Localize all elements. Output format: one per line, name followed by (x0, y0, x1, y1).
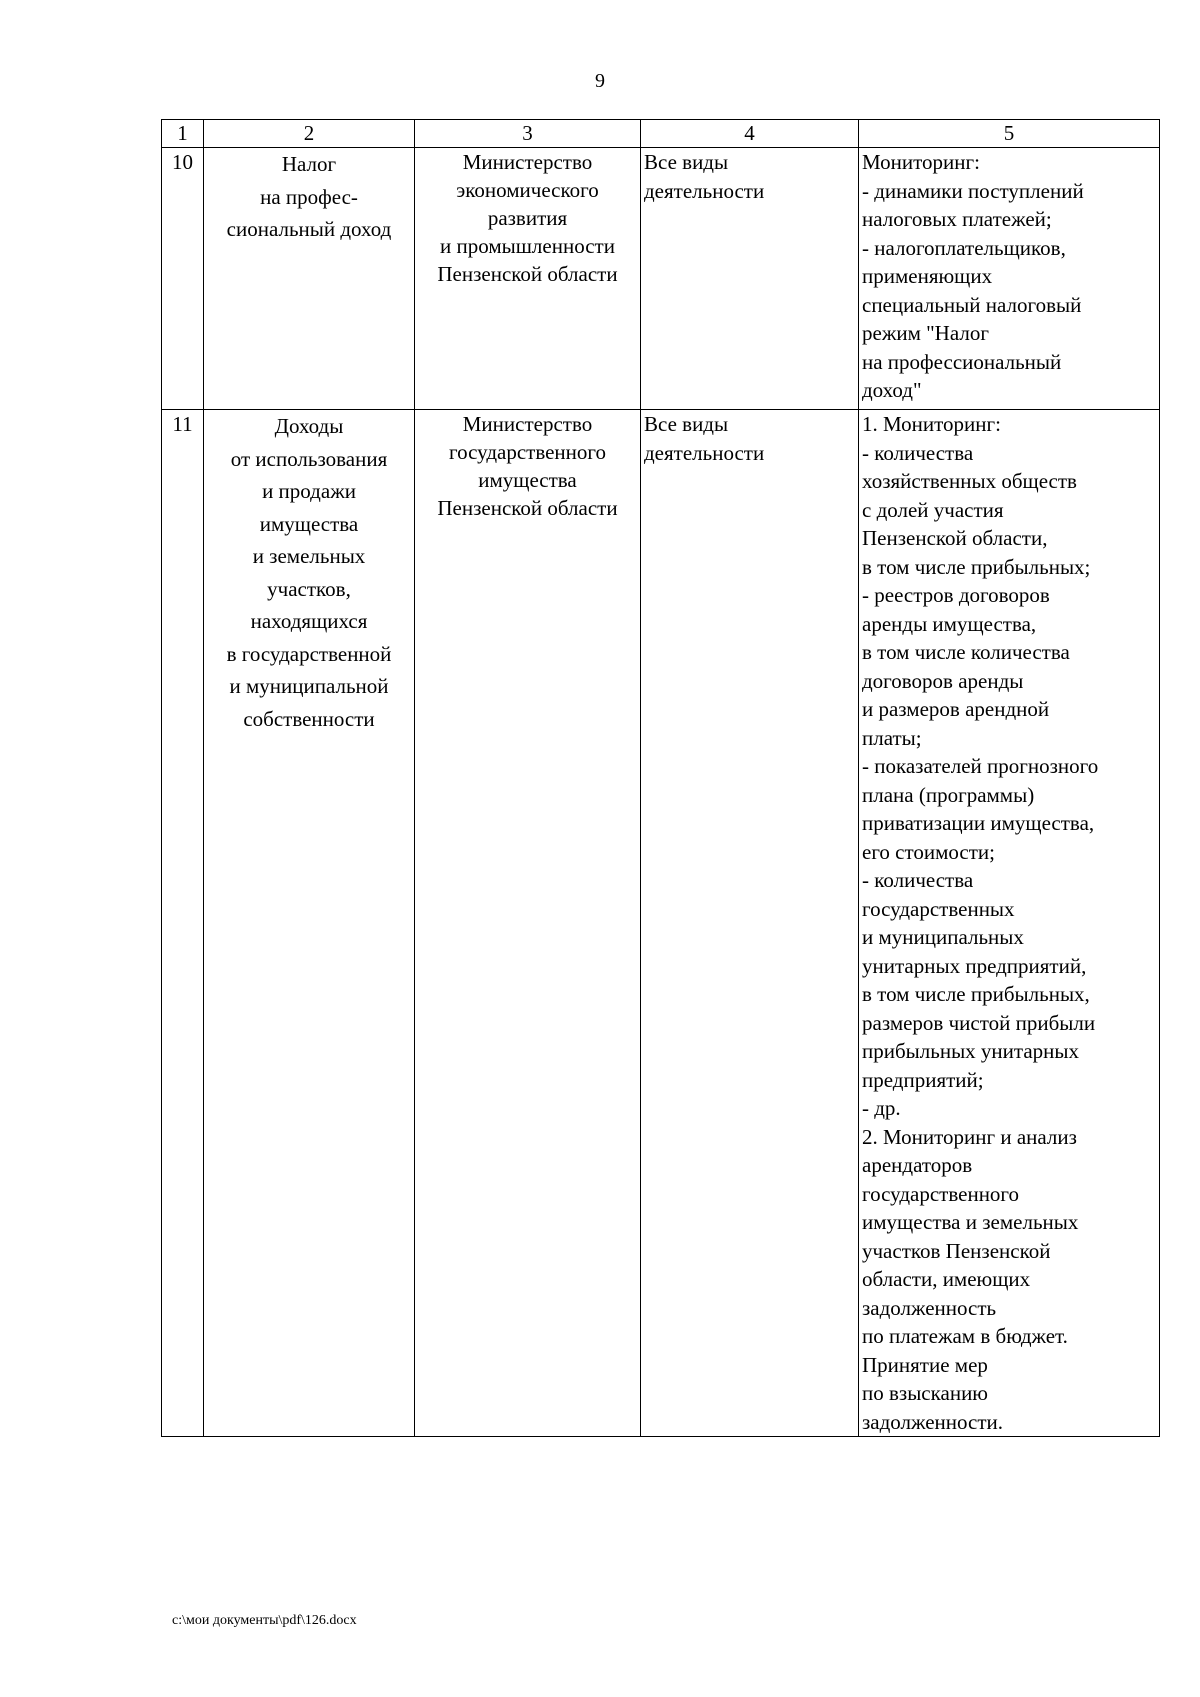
cell-text-line: участков Пензенской (862, 1238, 1051, 1263)
header-cell: 3 (415, 120, 641, 148)
cell-text-line: по платежам в бюджет. (862, 1324, 1068, 1348)
cell-text-line: режим "Налог (862, 321, 989, 345)
cell-text-line: на профес- (260, 184, 358, 209)
cell-text-line: налоговых платежей; (862, 207, 1052, 231)
header-cell: 2 (204, 120, 415, 148)
cell-text-line: имущества (259, 511, 359, 536)
cell-text-line: прибыльных унитарных (862, 1039, 1080, 1063)
cell-text-line: в том числе прибыльных; (862, 554, 1091, 579)
row-number: 11 (162, 410, 204, 1437)
measures-cell (859, 410, 1160, 1437)
table-header-row (162, 120, 1160, 148)
cell-text-line: в том числе прибыльных, (862, 982, 1090, 1006)
cell-text-line: Доходы (274, 414, 344, 438)
ministry-cell (415, 410, 641, 1437)
cell-text-line: Министерство (462, 150, 593, 174)
cell-text-line: его стоимости; (862, 839, 996, 864)
cell-text-line: государственного (448, 440, 607, 464)
cell-text-line: по взысканию (862, 1381, 988, 1405)
cell-text-line: арендаторов (862, 1153, 973, 1177)
cell-text-line: 2. Мониторинг и анализ (862, 1124, 1077, 1149)
cell-text-line: предприятий; (862, 1067, 984, 1092)
cell-text-line: - количества (862, 868, 974, 892)
activity-cell (641, 148, 859, 410)
cell-text-line: экономического (456, 178, 599, 202)
cell-text-line: Налог (281, 152, 337, 176)
cell-text-line: деятельности (644, 440, 765, 465)
table-row (162, 148, 1160, 410)
cell-text-line: унитарных предприятий, (862, 953, 1087, 978)
cell-text-line: - налогоплательщиков, (862, 235, 1066, 260)
cell-text-line: на профессиональный (862, 349, 1062, 374)
row-number: 10 (162, 148, 204, 410)
cell-text-line: договоров аренды (862, 668, 1024, 693)
cell-text-line: 1. Мониторинг: (862, 412, 1001, 436)
cell-text-line: от использования (230, 446, 388, 471)
cell-text-line: специальный налоговый (862, 292, 1082, 317)
cell-text-line: размеров чистой прибыли (862, 1010, 1096, 1035)
header-cell: 5 (859, 120, 1160, 148)
cell-text-line: участков, (267, 576, 351, 601)
ministry-cell (415, 148, 641, 410)
page-number: 9 (595, 70, 605, 92)
cell-text-line: - показателей прогнозного (862, 754, 1099, 778)
cell-text-line: государственного (862, 1181, 1020, 1206)
cell-text-line: - динамики поступлений (862, 178, 1084, 203)
activity-cell (641, 410, 859, 1437)
cell-text-line: и муниципальных (862, 925, 1024, 949)
cell-text-line: с долей участия (862, 497, 1004, 522)
cell-text-line: и земельных (252, 544, 366, 568)
cell-text-line: собственности (243, 706, 375, 731)
cell-text-line: - др. (862, 1096, 901, 1120)
header-cell: 1 (162, 120, 204, 148)
cell-text-line: приватизации имущества, (862, 811, 1095, 835)
file-path-footer: c:\мои документы\pdf\126.docx (172, 1613, 357, 1628)
cell-text-line: и продажи (262, 479, 356, 503)
table-row (162, 410, 1160, 1437)
cell-text-line: сиональный доход (226, 217, 392, 241)
cell-text-line: Все виды (644, 412, 729, 436)
header-cell: 4 (641, 120, 859, 148)
cell-text-line: - количества (862, 440, 974, 465)
cell-text-line: Принятие мер (862, 1352, 988, 1377)
cell-text-line: государственных (862, 896, 1015, 921)
cell-text-line: имущества (478, 468, 577, 492)
cell-text-line: Мониторинг: (862, 150, 980, 174)
document-table (161, 119, 1160, 1437)
cell-text-line: платы; (862, 725, 922, 750)
tax-name-cell (204, 410, 415, 1437)
cell-text-line: Все виды (644, 150, 729, 174)
cell-text-line: Пензенской области (437, 496, 618, 520)
cell-text-line: имущества и земельных (862, 1210, 1079, 1234)
cell-text-line: плана (программы) (862, 782, 1035, 807)
cell-text-line: в государственной (226, 641, 392, 666)
cell-text-line: - реестров договоров (862, 583, 1050, 607)
cell-text-line: находящихся (250, 609, 368, 633)
cell-text-line: Пензенской области, (862, 526, 1048, 550)
cell-text-line: в том числе количества (862, 640, 1070, 664)
measures-cell (859, 148, 1160, 410)
cell-text-line: деятельности (644, 178, 765, 203)
cell-text-line: Министерство (462, 412, 593, 436)
cell-text-line: и промышленности (440, 234, 615, 258)
cell-text-line: задолженности. (862, 1409, 1004, 1434)
cell-text-line: и муниципальной (229, 674, 389, 698)
cell-text-line: развития (487, 206, 568, 230)
cell-text-line: и размеров арендной (862, 697, 1050, 721)
tax-name-cell (204, 148, 415, 410)
cell-text-line: области, имеющих (862, 1267, 1031, 1291)
cell-text-line: хозяйственных обществ (862, 469, 1077, 493)
cell-text-line: аренды имущества, (862, 611, 1037, 636)
cell-text-line: применяющих (862, 264, 993, 288)
cell-text-line: доход" (862, 378, 922, 402)
cell-text-line: задолженность (862, 1295, 997, 1320)
cell-text-line: Пензенской области (437, 262, 618, 286)
